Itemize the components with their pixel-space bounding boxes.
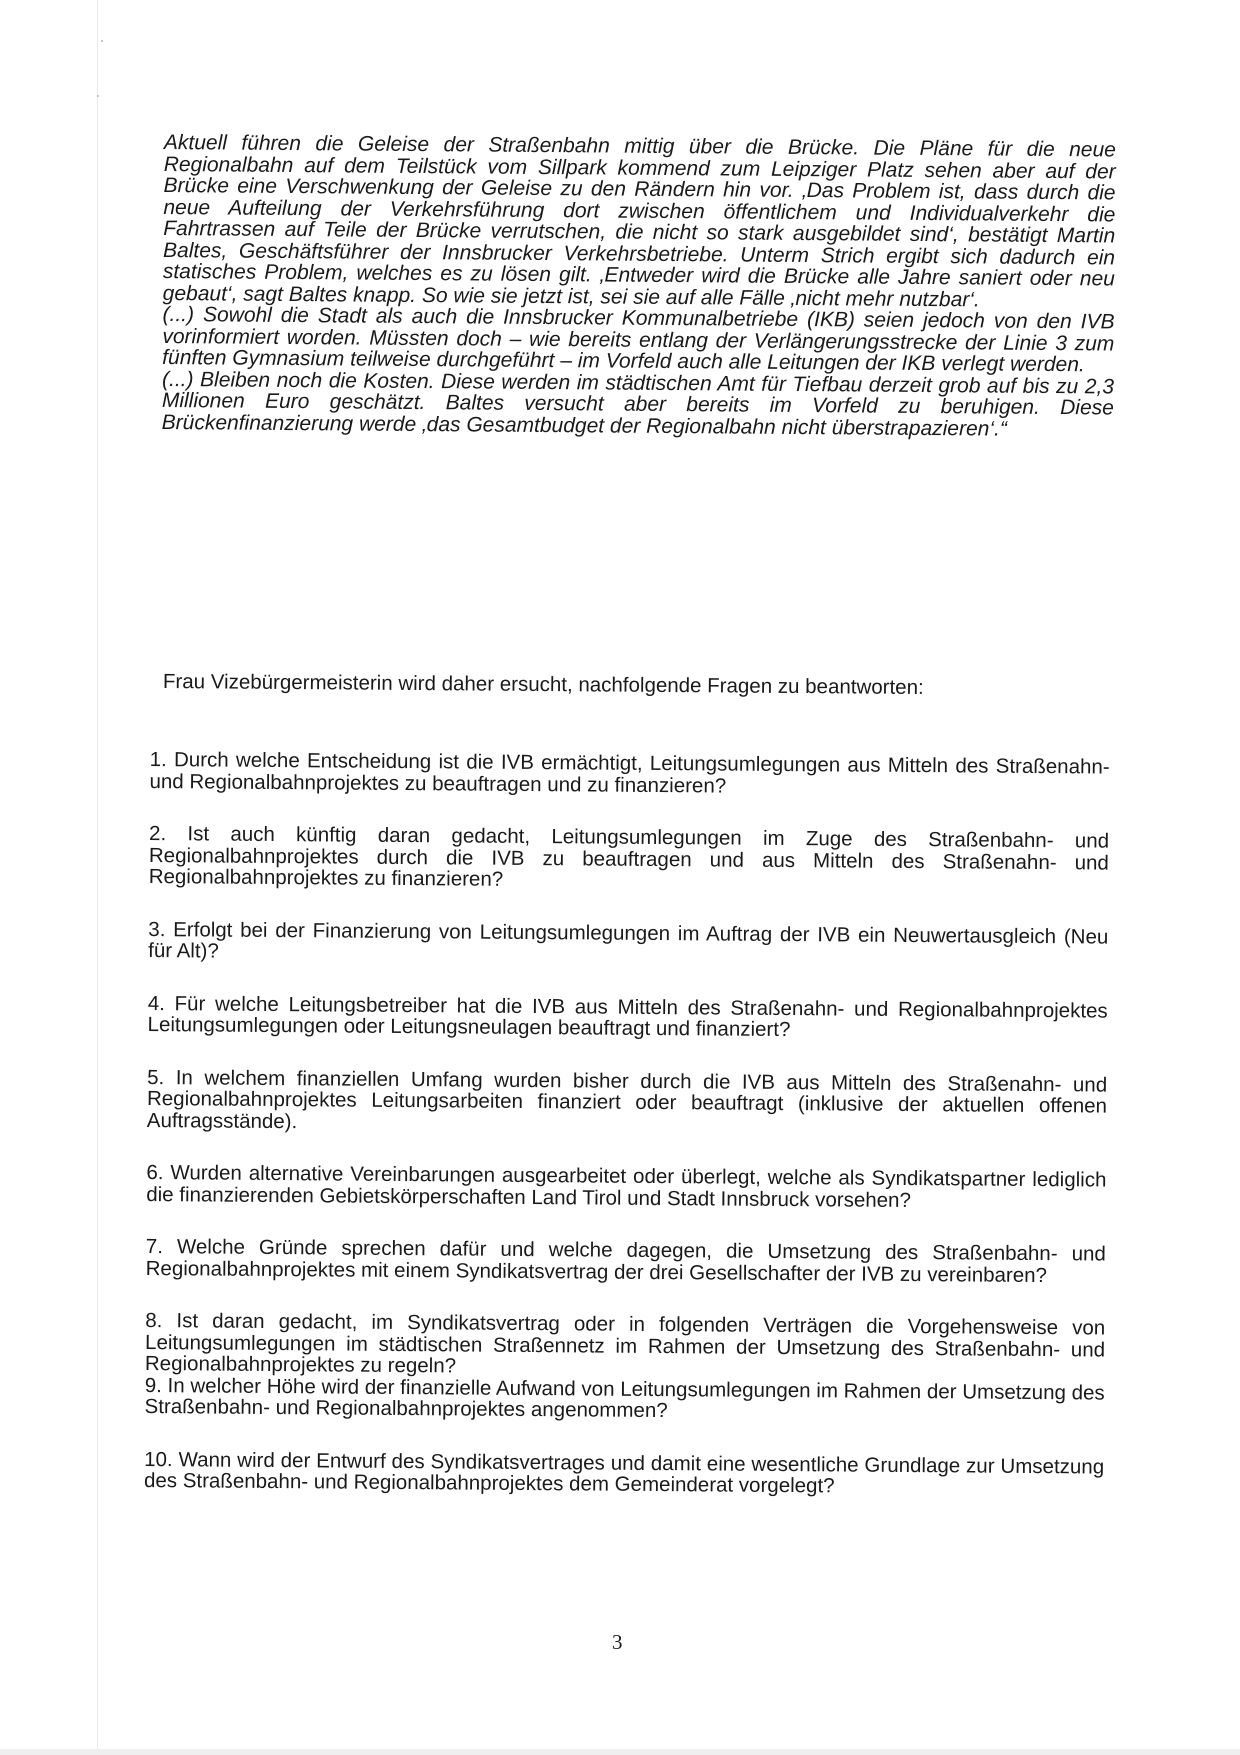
question-item: 1. Durch welche Entscheidung ist die IVB ermächtigt, Leitungsumlegungen aus Mitteln des Straßenahn- und Regionalbahnprojektes zu beauftragen und zu finanzieren?: [149, 747, 1110, 798]
question-item: 10. Wann wird der Entwurf des Syndikatsvertrages und damit eine wesentliche Grundlage zur Umsetzung des Straßenbahn- und Regionalbahnprojektes dem Gemeinderat vorgelegt?: [143, 1447, 1105, 1498]
question-item: 3. Erfolgt bei der Finanzierung von Leitungsumlegungen im Auftrag der IVB ein Neuwertausgleich (Neu für Alt)?: [148, 917, 1109, 963]
request-intro: Frau Vizebürgermeisterin wird daher ersucht, nachfolgende Fragen zu beantworten:: [162, 670, 924, 699]
scan-speck: [101, 40, 103, 42]
quoted-newspaper-excerpt: [162, 132, 1116, 440]
question-item: 7. Welche Gründe sprechen dafür und welche dagegen, die Umsetzung des Straßenbahn- und Regionalbahnprojektes mit einem Syndikatsvertrag der drei Gesellschafter der IVB zu vereinbaren?: [145, 1234, 1106, 1287]
question-item: 8. Ist daran gedacht, im Syndikatsvertrag oder in folgenden Verträgen die Vorgehensweise von Leitungsumlegungen im städtischen Straßennetz im Rahmen der Umsetzung des Straßenbahn- und Regionalbahnprojektes zu regeln?: [144, 1308, 1106, 1378]
scan-edge-bottom: [0, 1749, 1240, 1755]
quote-paragraph: Aktuell führen die Geleise der Straßenbahn mittig über die Brücke. Die Pläne für die neue Regionalbahn auf dem Teilstück vom Sillpark kommend zum Leipziger Platz sehen aber auf der Brücke eine Verschwenkung der Geleise zu den Rändern hin vor. ‚Das Problem ist, dass durch die neue Aufteilung der Verkehrsführung dort zwischen öffentlichem und Individualverkehr die Fahrtrassen auf Teile der Brücke verrutschen, die nicht so stark ausgebildet sind‘, bestätigt Martin Baltes, Geschäftsführer der Innsbrucker Verkehrsbetriebe. Unterm Strich ergibt sich dadurch ein statisches Problem, welches es zu lösen gilt. ‚Entweder wird die Brücke alle Jahre saniert oder neu gebaut‘, sagt Baltes knapp. So wie sie jetzt ist, sei sie auf alle Fälle ‚nicht mehr nutzbar‘.: [162, 131, 1116, 311]
page-number: 3: [612, 1630, 623, 1654]
question-item: 9. In welcher Höhe wird der finanzielle Aufwand von Leitungsumlegungen im Rahmen der Umsetzung des Straßenbahn- und Regionalbahnprojektes angenommen?: [144, 1373, 1105, 1423]
question-item: 5. In welchem finanziellen Umfang wurden bisher durch die IVB aus Mitteln des Straßenahn- und Regionalbahnprojektes Leitungsarbeiten finanziert oder beauftragt (inklusive der aktuellen offenen Auftragsstände).: [146, 1065, 1108, 1133]
question-item: 4. Für welche Leitungsbetreiber hat die IVB aus Mitteln des Straßenahn- und Regionalbahnprojektes Leitungsumlegungen oder Leitungsneulagen beauftragt und finanziert?: [147, 991, 1108, 1042]
scan-speck: [97, 95, 99, 97]
scan-edge-left: [97, 0, 98, 1755]
quote-paragraph: (...) Bleiben noch die Kosten. Diese werden im städtischen Amt für Tiefbau derzeit grob auf bis zu 2,3 Millionen Euro geschätzt. Baltes versucht aber bereits im Vorfeld zu beruhigen. Diese Brückenfinanzierung werde ‚das Gesamtbudget der Regionalbahn nicht überstrapazieren‘.“: [161, 367, 1115, 441]
quote-paragraph: (...) Sowohl die Stadt als auch die Innsbrucker Kommunalbetriebe (IKB) seien jedoch von den IVB vorinformiert worden. Müssten doch – wie bereits entlang der Verlängerungsstrecke der Linie 3 zum fünften Gymnasium teilweise durchgeführt – im Vorfeld auch alle Leitungen der IKB verlegt werden.: [162, 302, 1115, 377]
question-list: [144, 718, 1110, 1499]
question-item: 6. Wurden alternative Vereinbarungen ausgearbeitet oder überlegt, welche als Syndikatspartner lediglich die finanzierenden Gebietskörperschaften Land Tirol und Stadt Innsbruck vorsehen?: [146, 1160, 1107, 1212]
question-item: 2. Ist auch künftig daran gedacht, Leitungsumlegungen im Zuge des Straßenbahn- und Regionalbahnprojektes durch die IVB zu beauftragen und aus Mitteln des Straßenahn- und Regionalbahnprojektes zu finanzieren?: [148, 821, 1110, 891]
